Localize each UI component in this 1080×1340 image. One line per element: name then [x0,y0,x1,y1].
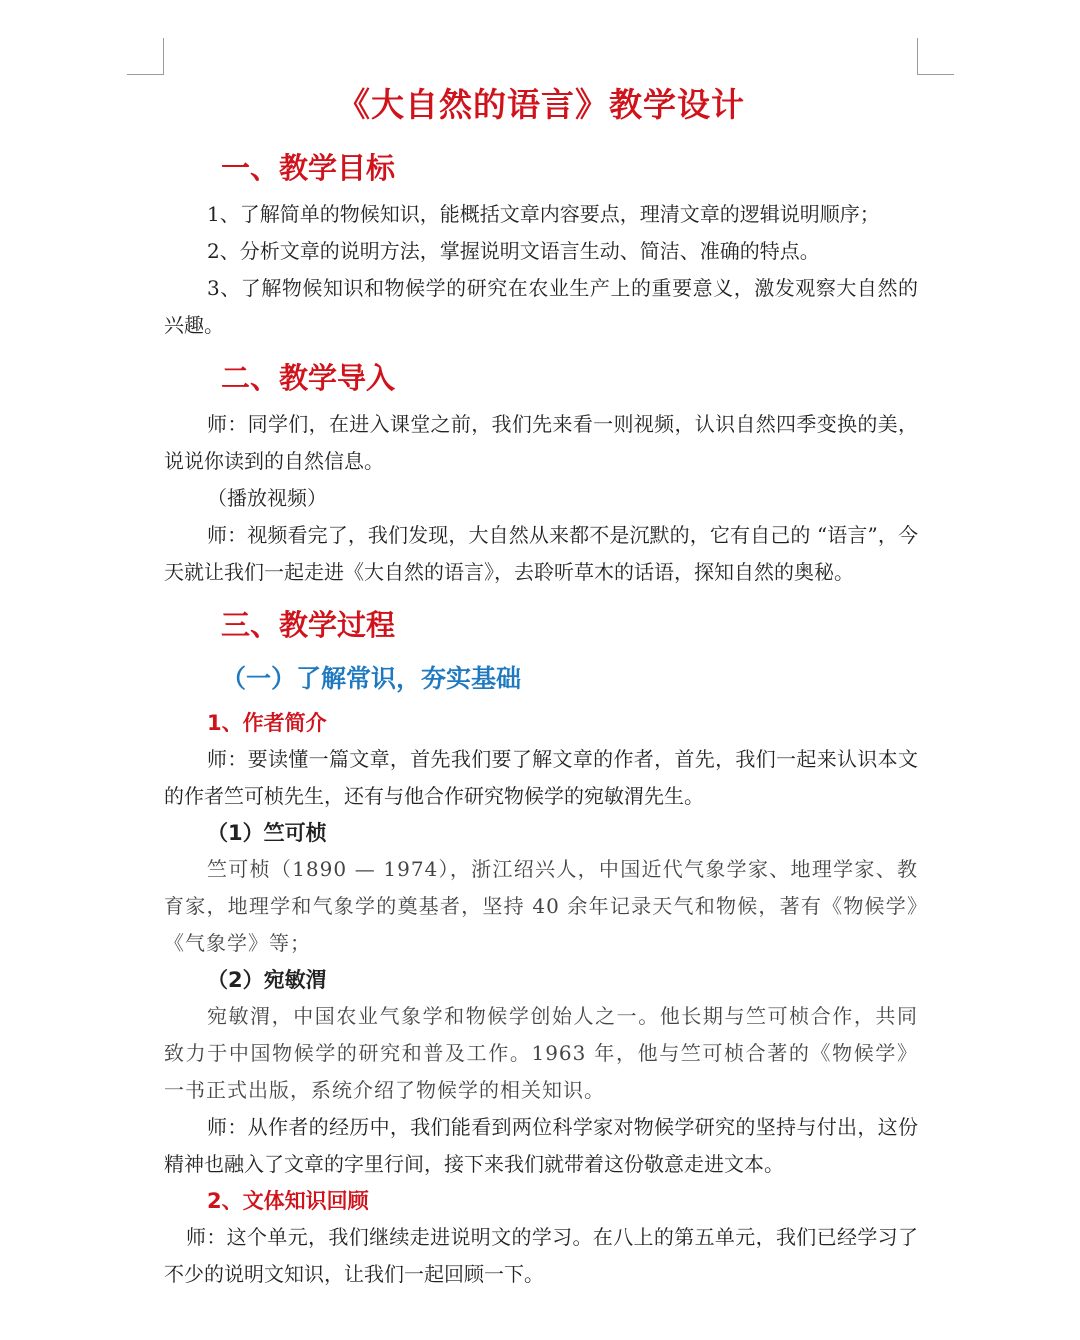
objective-item: 3、了解物候知识和物候学的研究在农业生产上的重要意义，激发观察大自然的兴趣。 [164,276,918,337]
objective-item: 1、了解简单的物候知识，能概括文章内容要点，理清文章的逻辑说明顺序； [207,202,880,226]
person-description: 宛敏渭，中国农业气象学和物候学创始人之一。他长期与竺可桢合作，共同致力于中国物候学的研究和普及工作。1963 年，他与竺可桢合著的《物候学》一书正式出版，系统介绍了物候学的相关知识。 [164,1004,918,1102]
page-corner-mark-top-left [127,38,164,75]
person-heading: （2）宛敏渭 [207,968,327,992]
section-heading-process: 三、教学过程 [221,608,396,642]
author-intro-paragraph: 师：要读懂一篇文章，首先我们要了解文章的作者，首先，我们一起来认识本文的作者竺可桢先生，还有与他合作研究物候学的宛敏渭先生。 [164,747,918,808]
page-corner-mark-top-right [917,38,954,75]
document-title: 《大自然的语言》教学设计 [337,85,745,124]
section-heading-introduction: 二、教学导入 [221,361,396,395]
author-closing-paragraph: 师：从作者的经历中，我们能看到两位科学家对物候学研究的坚持与付出，这份精神也融入了文章的字里行间，接下来我们就带着这份敬意走进文本。 [164,1115,918,1176]
introduction-paragraph: 师：同学们，在进入课堂之前，我们先来看一则视频，认识自然四季变换的美，说说你读到的自然信息。 [164,412,918,473]
author-intro-heading: 1、作者简介 [207,711,327,735]
person-description: 竺可桢（1890 — 1974），浙江绍兴人，中国近代气象学家、地理学家、教育家，地理学和气象学的奠基者，坚持 40 余年记录天气和物候，著有《物候学》《气象学》等； [164,857,918,955]
section-heading-objectives: 一、教学目标 [221,151,396,185]
genre-review-heading: 2、文体知识回顾 [207,1189,369,1213]
introduction-paragraph: 师：视频看完了，我们发现，大自然从来都不是沉默的，它有自己的 “语言”，今天就让我们一起走进《大自然的语言》，去聆听草木的话语，探知自然的奥秘。 [164,523,918,584]
introduction-paragraph: （播放视频） [207,486,327,510]
genre-review-paragraph: 师：这个单元，我们继续走进说明文的学习。在八上的第五单元，我们已经学习了不少的说明文知识，让我们一起回顾一下。 [164,1225,918,1286]
person-heading: （1）竺可桢 [207,821,327,845]
subsection-heading: （一）了解常识，夯实基础 [221,664,522,693]
document-page [164,78,918,1293]
objective-item: 2、分析文章的说明方法，掌握说明文语言生动、简洁、准确的特点。 [207,239,820,263]
